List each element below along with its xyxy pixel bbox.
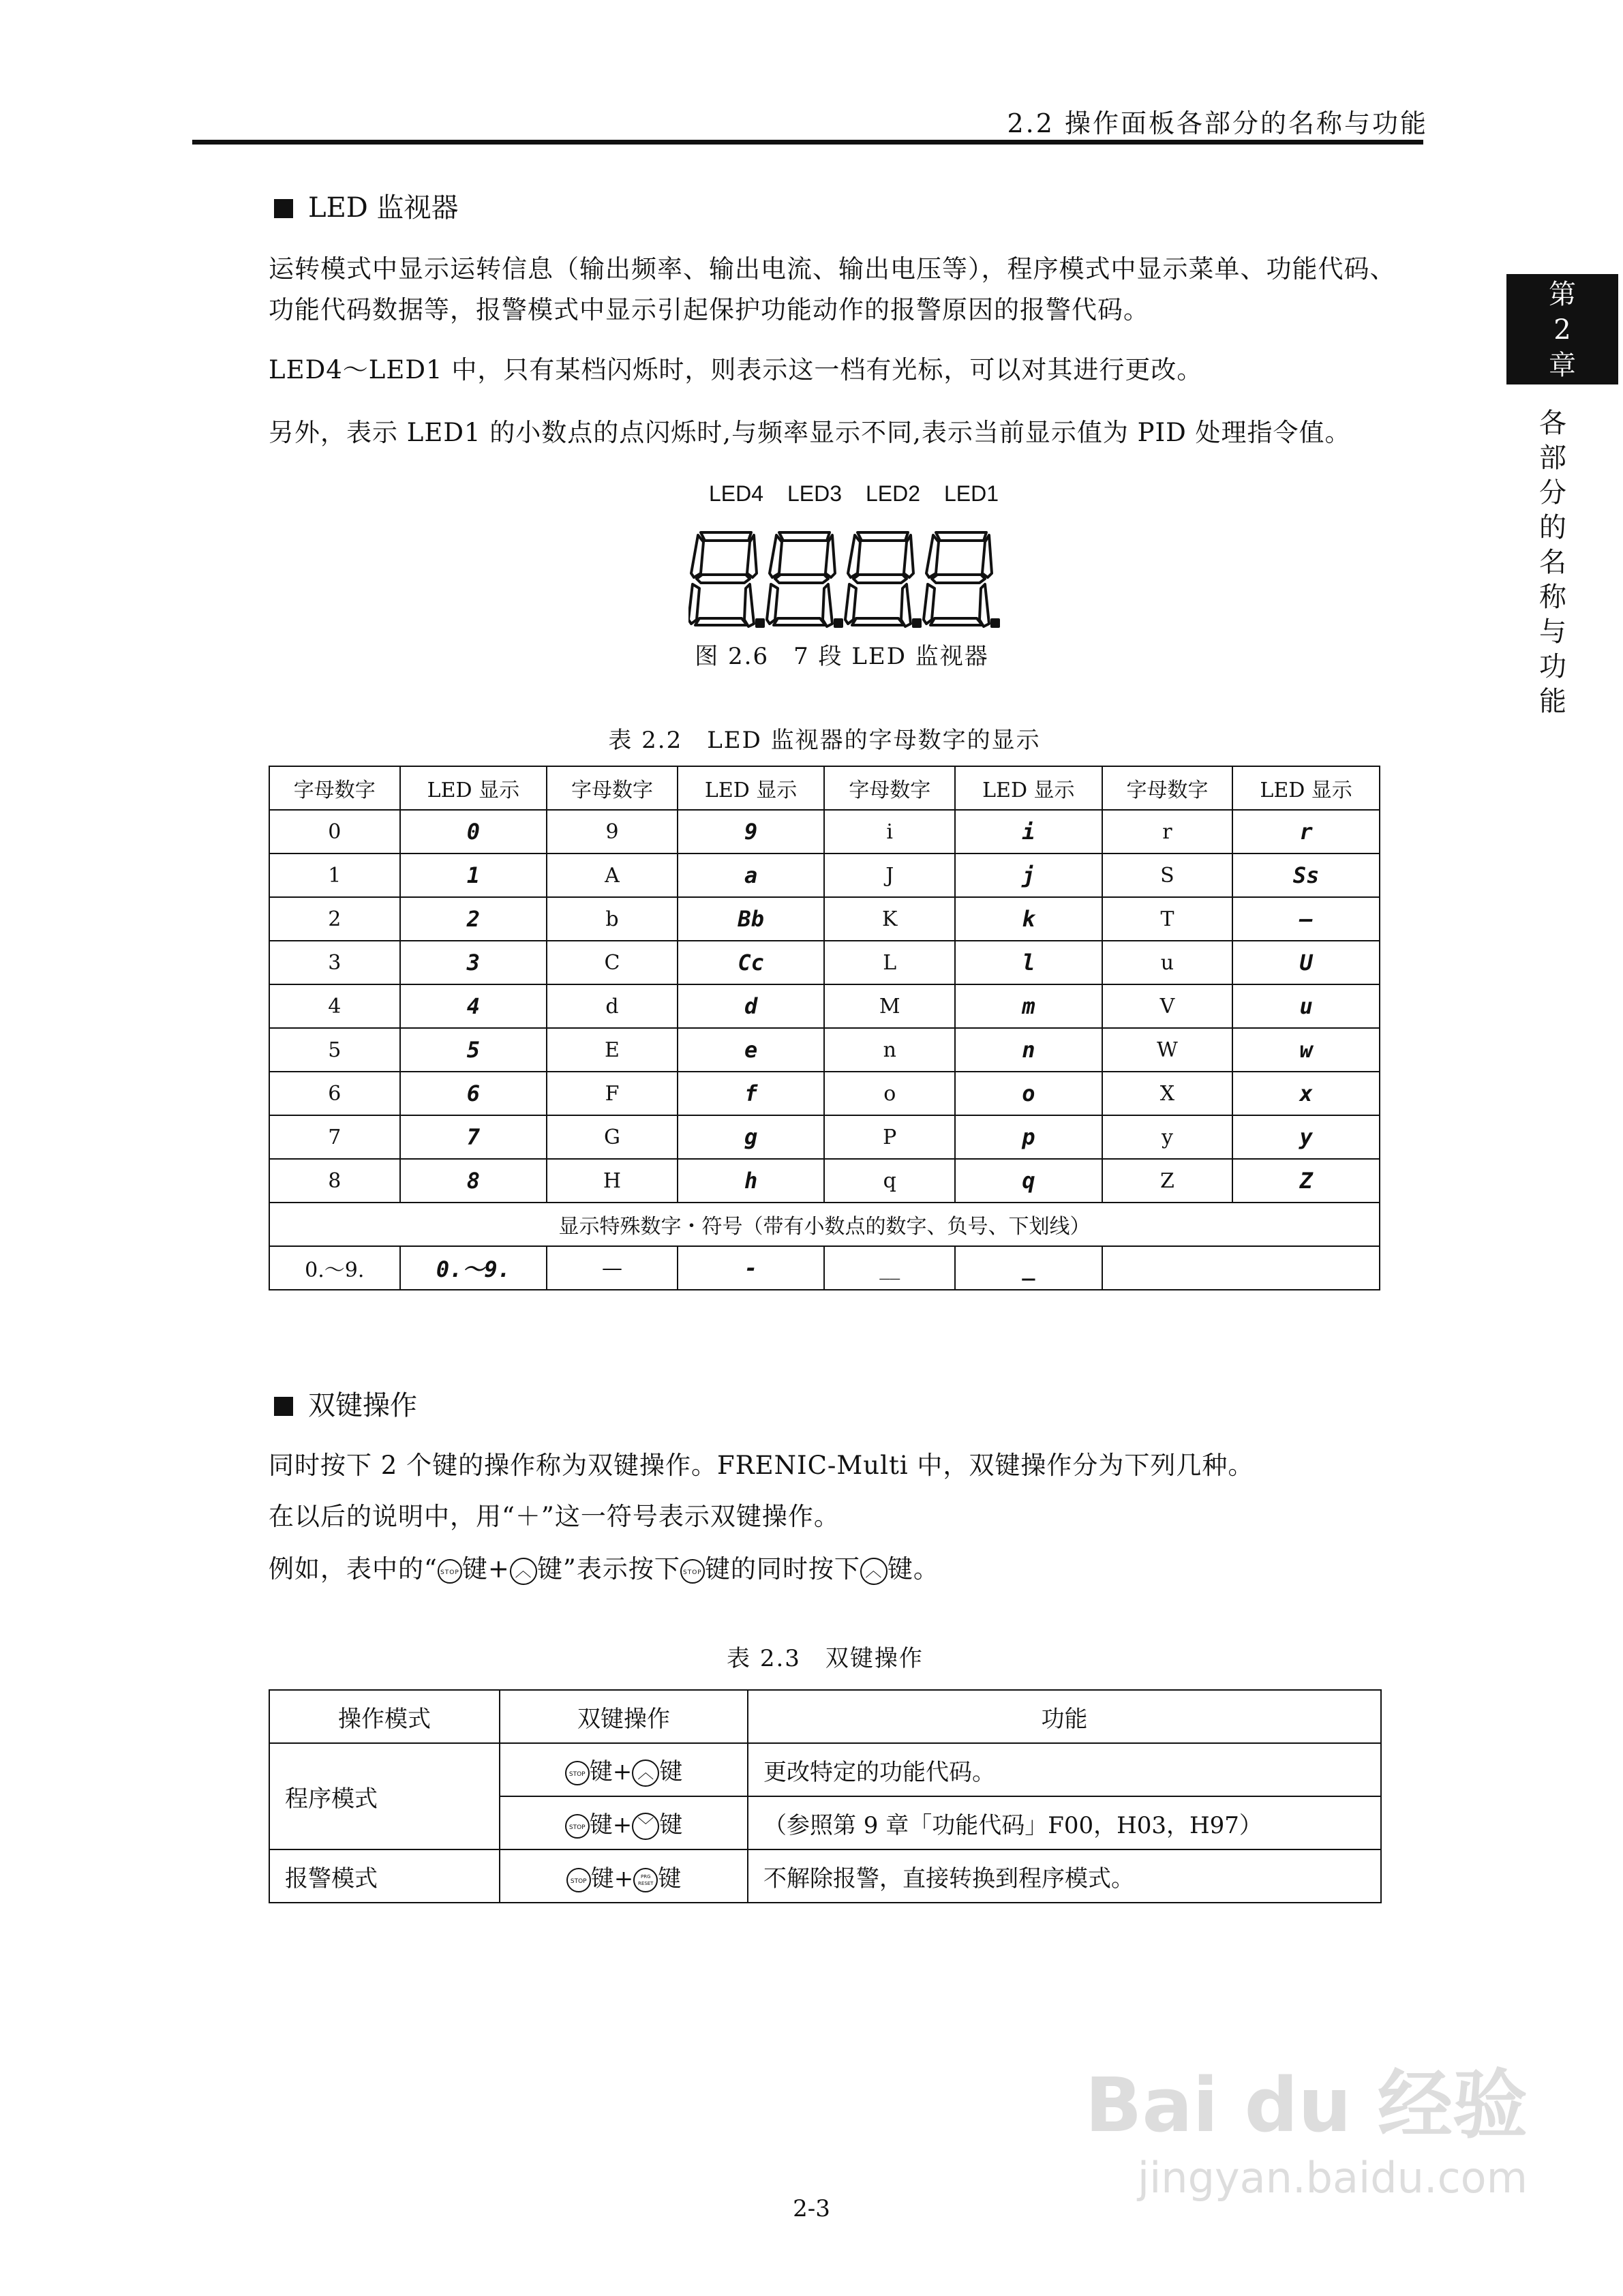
led-cell: o — [955, 1072, 1102, 1115]
chapter-tab-line3: 章 — [1549, 350, 1576, 381]
led-cell: y — [1232, 1115, 1380, 1159]
cell: J — [824, 854, 955, 897]
cell: G — [547, 1115, 678, 1159]
combo-cell: STOP 键+ ﹀ 键 — [500, 1796, 748, 1849]
led-cell: - — [678, 1246, 825, 1290]
cell: 6 — [269, 1072, 400, 1115]
led-cell: 9 — [678, 810, 825, 854]
dual-para-1: 同时按下 2 个键的操作称为双键操作。FRENIC-Multi 中，双键操作分为下列几种。 — [269, 1451, 1254, 1480]
table-row — [269, 897, 1380, 941]
table-row — [269, 1028, 1380, 1072]
combo-cell: STOP 键+ ︿ 键 — [500, 1743, 748, 1796]
led-cell: 5 — [400, 1028, 547, 1072]
cell: 3 — [269, 941, 400, 984]
down-key-icon: ﹀ — [632, 1813, 659, 1840]
table-row — [269, 854, 1380, 897]
dual-key-table — [269, 1689, 1382, 1903]
table22-caption: 表 2.2 LED 监视器的字母数字的显示 — [608, 727, 1041, 754]
led-cell: Bb — [678, 897, 825, 941]
stop-key-icon: STOP — [565, 1761, 590, 1785]
led-cell: 6 — [400, 1072, 547, 1115]
led-section-heading: LED 监视器 — [274, 186, 459, 225]
special-header: 显示特殊数字・符号（带有小数点的数字、负号、下划线） — [269, 1203, 1380, 1246]
cell: H — [547, 1159, 678, 1203]
led1-label: LED1 — [944, 481, 999, 506]
prg-reset-key-icon: PRG RESET — [633, 1868, 658, 1892]
cell: 8 — [269, 1159, 400, 1203]
table-header-row — [269, 766, 1380, 810]
led-cell: 3 — [400, 941, 547, 984]
led-cell: U — [1232, 941, 1380, 984]
led-para-3: 另外，表示 LED1 的小数点的点闪烁时,与频率显示不同,表示当前显示值为 PID 处理指令值。 — [269, 418, 1351, 447]
stop-key-icon: STOP — [565, 1814, 590, 1839]
col-header: LED 显示 — [678, 766, 825, 810]
cell: __ — [824, 1246, 955, 1290]
col-header: 功能 — [748, 1690, 1381, 1743]
cell: C — [547, 941, 678, 984]
led-cell: 0 — [400, 810, 547, 854]
col-header: 双键操作 — [500, 1690, 748, 1743]
led4-label: LED4 — [709, 481, 764, 506]
led-cell: 1 — [400, 854, 547, 897]
led-cell: l — [955, 941, 1102, 984]
col-header: 字母数字 — [269, 766, 400, 810]
function-cell: 更改特定的功能代码。 — [748, 1743, 1381, 1796]
led-cell: q — [955, 1159, 1102, 1203]
cell: V — [1102, 984, 1233, 1028]
table-row — [269, 1159, 1380, 1203]
led-cell: f — [678, 1072, 825, 1115]
col-header: 字母数字 — [547, 766, 678, 810]
cell: S — [1102, 854, 1233, 897]
chapter-tab — [1506, 274, 1618, 384]
cell: Z — [1102, 1159, 1233, 1203]
chapter-tab-line2: 2 — [1553, 314, 1571, 346]
led-cell: e — [678, 1028, 825, 1072]
table-row — [269, 1072, 1380, 1115]
cell: b — [547, 897, 678, 941]
led-cell: a — [678, 854, 825, 897]
running-header: 2.2 操作面板各部分的名称与功能 — [1007, 108, 1428, 138]
cell: 9 — [547, 810, 678, 854]
led-cell: m — [955, 984, 1102, 1028]
led-cell: p — [955, 1115, 1102, 1159]
led-cell: Z — [1232, 1159, 1380, 1203]
function-cell: 不解除报警，直接转换到程序模式。 — [748, 1849, 1381, 1903]
led-cell: _ — [955, 1246, 1102, 1290]
table-row — [269, 1849, 1381, 1903]
cell: W — [1102, 1028, 1233, 1072]
dual-section-heading: 双键操作 — [274, 1384, 417, 1423]
cell: o — [824, 1072, 955, 1115]
led-cell: u — [1232, 984, 1380, 1028]
cell: u — [1102, 941, 1233, 984]
led-cell: Ss — [1232, 854, 1380, 897]
cell: 2 — [269, 897, 400, 941]
up-key-icon: ︿ — [510, 1558, 537, 1585]
cell: 0 — [269, 810, 400, 854]
led-para-2: LED4～LED1 中，只有某档闪烁时，则表示这一档有光标，可以对其进行更改。 — [269, 355, 1203, 384]
col-header: LED 显示 — [1232, 766, 1380, 810]
figure-caption: 图 2.6 7 段 LED 监视器 — [695, 643, 989, 670]
mode-cell: 报警模式 — [269, 1849, 500, 1903]
page-number: 2-3 — [793, 2195, 830, 2222]
cell: P — [824, 1115, 955, 1159]
mode-cell: 程序模式 — [269, 1743, 500, 1849]
cell: y — [1102, 1115, 1233, 1159]
led-cell: n — [955, 1028, 1102, 1072]
table-row — [269, 810, 1380, 854]
cell: d — [547, 984, 678, 1028]
led-cell: w — [1232, 1028, 1380, 1072]
led-cell: x — [1232, 1072, 1380, 1115]
header-rule — [192, 140, 1423, 145]
up-key-icon: ︿ — [632, 1759, 659, 1787]
chapter-tab-line1: 第 — [1549, 279, 1576, 310]
led-cell: — — [1232, 897, 1380, 941]
table-header-row — [269, 1690, 1381, 1743]
led-para-1: 运转模式中显示运转信息（输出频率、输出电流、输出电压等），程序模式中显示菜单、功能代码、 — [269, 254, 1396, 284]
led-cell: k — [955, 897, 1102, 941]
cell: A — [547, 854, 678, 897]
led-cell: h — [678, 1159, 825, 1203]
led-cell: 8 — [400, 1159, 547, 1203]
special-header-row — [269, 1203, 1380, 1246]
function-cell: （参照第 9 章「功能代码」F00，H03，H97） — [748, 1796, 1381, 1849]
combo-cell: STOP 键+ PRG RESET 键 — [500, 1849, 748, 1903]
watermark — [1085, 2045, 1528, 2203]
stop-key-icon: STOP — [438, 1559, 462, 1584]
cell: 7 — [269, 1115, 400, 1159]
cell: 5 — [269, 1028, 400, 1072]
led-character-table — [269, 766, 1380, 1290]
cell: X — [1102, 1072, 1233, 1115]
cell: K — [824, 897, 955, 941]
cell: 4 — [269, 984, 400, 1028]
cell: q — [824, 1159, 955, 1203]
table-row — [269, 984, 1380, 1028]
led-para-1b: 功能代码数据等，报警模式中显示引起保护功能动作的报警原因的报警代码。 — [269, 295, 1149, 324]
led-cell: 2 — [400, 897, 547, 941]
led-cell: 7 — [400, 1115, 547, 1159]
cell: M — [824, 984, 955, 1028]
table-row — [269, 941, 1380, 984]
special-row — [269, 1246, 1380, 1290]
led-cell: d — [678, 984, 825, 1028]
square-bullet-icon — [274, 199, 293, 218]
cell: — — [547, 1246, 678, 1290]
led-cell: g — [678, 1115, 825, 1159]
stop-key-icon: STOP — [680, 1559, 705, 1584]
cell: r — [1102, 810, 1233, 854]
col-header: LED 显示 — [400, 766, 547, 810]
cell: L — [824, 941, 955, 984]
col-header: LED 显示 — [955, 766, 1102, 810]
led-cell: Cc — [678, 941, 825, 984]
cell: i — [824, 810, 955, 854]
cell: 1 — [269, 854, 400, 897]
square-bullet-icon — [274, 1397, 293, 1416]
led-cell: 0.～9. — [400, 1246, 547, 1290]
col-header: 操作模式 — [269, 1690, 500, 1743]
cell: n — [824, 1028, 955, 1072]
led-cell: 4 — [400, 984, 547, 1028]
led-cell: j — [955, 854, 1102, 897]
cell: T — [1102, 897, 1233, 941]
col-header: 字母数字 — [824, 766, 955, 810]
led-cell: i — [955, 810, 1102, 854]
watermark-brand: Bai du 经验 — [1084, 2061, 1528, 2149]
seven-segment-display — [688, 528, 1016, 631]
cell: F — [547, 1072, 678, 1115]
led-cell: r — [1232, 810, 1380, 854]
col-header: 字母数字 — [1102, 766, 1233, 810]
chapter-side-title: 各部分的名称与功能 — [1539, 408, 1566, 717]
cell: E — [547, 1028, 678, 1072]
watermark-url: jingyan.baidu.com — [1137, 2153, 1528, 2203]
up-key-icon: ︿ — [860, 1558, 888, 1585]
stop-key-icon: STOP — [566, 1868, 591, 1892]
led2-label: LED2 — [866, 481, 921, 506]
dual-para-2: 在以后的说明中，用“＋”这一符号表示双键操作。 — [269, 1502, 840, 1531]
empty-cell — [1102, 1246, 1380, 1290]
table23-caption: 表 2.3 双键操作 — [727, 1645, 924, 1672]
led3-label: LED3 — [787, 481, 843, 506]
cell: 0.～9. — [269, 1246, 400, 1290]
dual-para-3: 例如，表中的“ STOP 键+ ︿ 键”表示按下 STOP 键的同时按下 ︿ 键。 — [269, 1554, 939, 1584]
table-row — [269, 1743, 1381, 1796]
table-row — [269, 1115, 1380, 1159]
